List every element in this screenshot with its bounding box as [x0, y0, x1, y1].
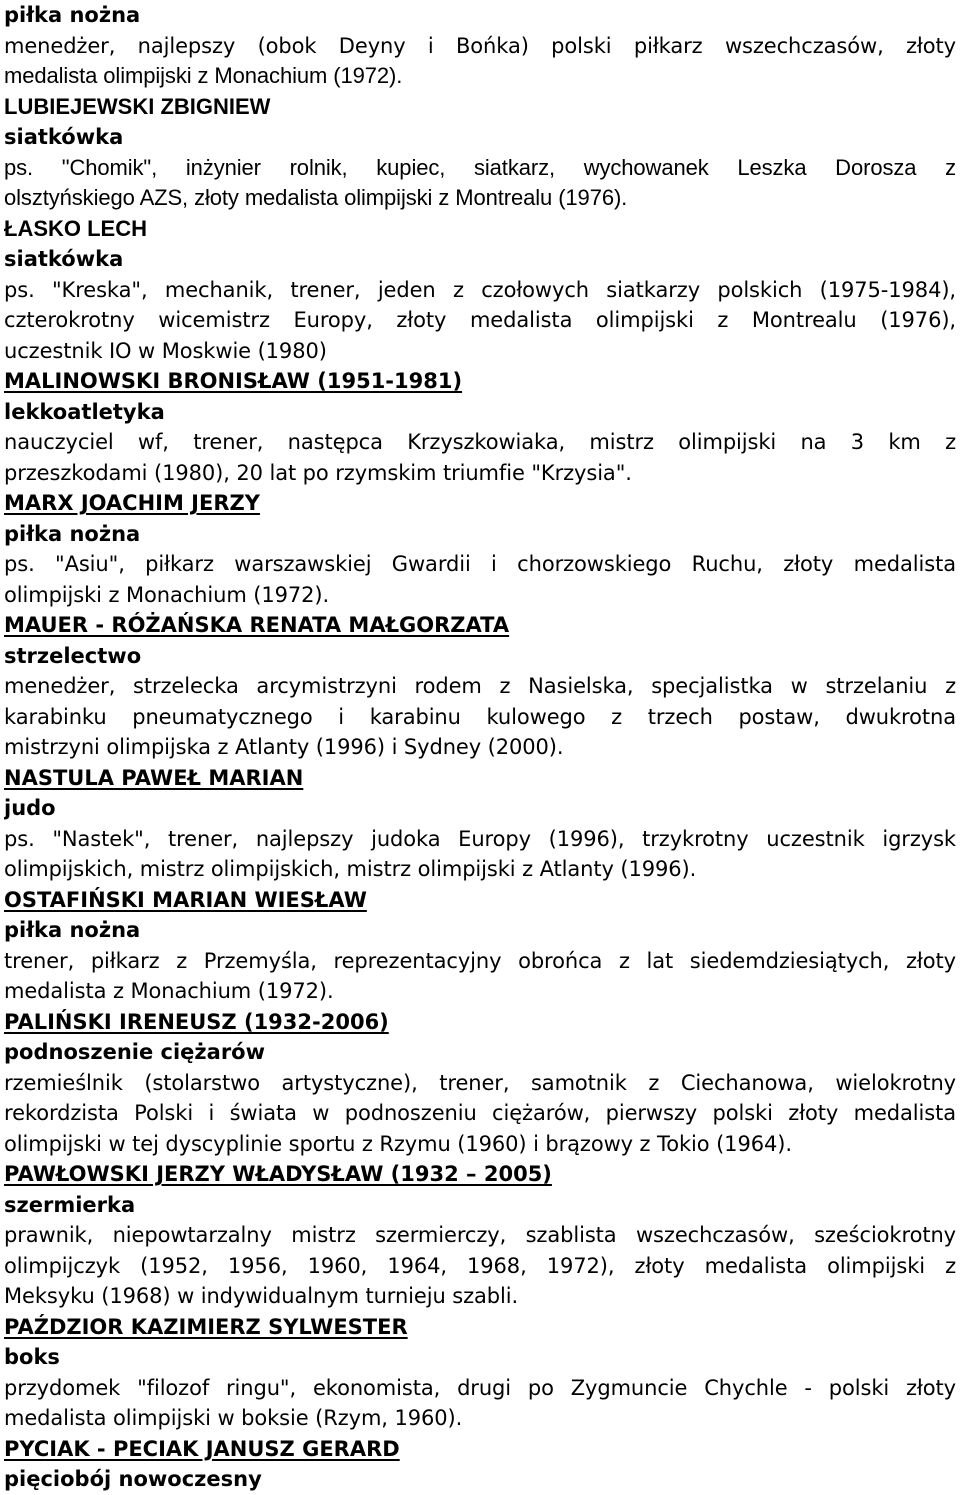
entry [4, 1434, 956, 1495]
entry-description-line: nauczyciel wf, trener, następca Krzyszkowiaka, mistrz olimpijski na 3 km z [4, 430, 956, 454]
entry-sport: podnoszenie ciężarów [4, 1040, 266, 1064]
entry-description-line: trener, piłkarz z Przemyśla, reprezentacyjny obrońca z lat siedemdziesiątych, złoty [4, 948, 956, 973]
entry-sport: judo [4, 796, 56, 820]
entry-sport: siatkówka [4, 125, 124, 149]
entry-description-line: ps. "Chomik", inżynier rolnik, kupiec, siatkarz, wychowanek Leszka Dorosza z [4, 154, 956, 180]
entry-description-line: medalista olimpijski w boksie (Rzym, 1960). [4, 1406, 463, 1430]
entry [4, 92, 956, 214]
entry [4, 610, 956, 763]
entry-description-line: czterokrotny wicemistrz Europy, złoty medalista olimpijski z Montrealu (1976), [4, 308, 956, 332]
entry [4, 488, 956, 610]
entry-description-line: olimpijczyk (1952, 1956, 1960, 1964, 1968, 1972), złoty medalista olimpijski z [4, 1253, 956, 1278]
entry-name: PAWŁOWSKI JERZY WŁADYSŁAW (1932 – 2005) [4, 1162, 552, 1186]
entry-sport: piłka nożna [4, 918, 141, 942]
entry-description-line: prawnik, niepowtarzalny mistrz szermierczy, szablista wszechczasów, sześciokrotny [4, 1223, 956, 1247]
entry [4, 1159, 956, 1312]
entry-description-line: olsztyńskiego AZS, złoty medalista olimpijski z Montrealu (1976). [4, 185, 628, 210]
entry-sport: siatkówka [4, 247, 124, 271]
entry-name: NASTULA PAWEŁ MARIAN [4, 765, 304, 790]
entry-description-line: olimpijski z Monachium (1972). [4, 582, 330, 607]
entry-description-line: menedżer, strzelecka arcymistrzyni rodem z Nasielska, specjalistka w strzelaniu z [4, 674, 956, 698]
entry [4, 763, 956, 885]
entry-sport: boks [4, 1345, 60, 1369]
entry-name: OSTAFIŃSKI MARIAN WIESŁAW [4, 887, 367, 912]
entry-description-line: uczestnik IO w Moskwie (1980) [4, 338, 327, 363]
entry-description-line: ps. "Nastek", trener, najlepszy judoka Europy (1996), trzykrotny uczestnik igrzysk [4, 826, 956, 851]
entry-description-line: karabinku pneumatycznego i karabinu kulowego z trzech postaw, dwukrotna [4, 704, 956, 729]
entry-sport: strzelectwo [4, 643, 142, 668]
entry-description-line: olimpijski w tej dyscyplinie sportu z Rzymu (1960) i brązowy z Tokio (1964). [4, 1131, 792, 1156]
entry-name: MARX JOACHIM JERZY [4, 491, 260, 515]
entry-sport: pięciobój nowoczesny [4, 1467, 262, 1491]
entry-description-line: rzemieślnik (stolarstwo artystyczne), trener, samotnik z Ciechanowa, wielokrotny [4, 1070, 956, 1095]
entry-description-line: mistrzyni olimpijska z Atlanty (1996) i Sydney (2000). [4, 735, 564, 759]
entry-description-line: rekordzista Polski i świata w podnoszeniu ciężarów, pierwszy polski złoty medalista [4, 1101, 956, 1125]
entry-sport: piłka nożna [4, 521, 141, 546]
entry [4, 214, 956, 367]
entry-description-line: medalista olimpijski z Monachium (1972). [4, 63, 403, 88]
entry-name: LUBIEJEWSKI ZBIGNIEW [4, 93, 271, 119]
entry-name: PAŹDZIOR KAZIMIERZ SYLWESTER [4, 1314, 408, 1339]
entry-description-line: medalista z Monachium (1972). [4, 979, 334, 1003]
entry-description-line: olimpijskich, mistrz olimpijskich, mistrz olimpijski z Atlanty (1996). [4, 857, 697, 881]
entry-name: MAUER - RÓŻAŃSKA RENATA MAŁGORZATA [4, 613, 510, 637]
entry [4, 0, 956, 92]
entry-name: PYCIAK - PECIAK JANUSZ GERARD [4, 1436, 400, 1461]
entry [4, 885, 956, 1007]
entry-name: ŁASKO LECH [4, 215, 147, 241]
entry-description-line: menedżer, najlepszy (obok Deyny i Bońka) polski piłkarz wszechczasów, złoty [4, 33, 956, 58]
entry [4, 1007, 956, 1160]
entry-sport: szermierka [4, 1192, 136, 1217]
entry-name: MALINOWSKI BRONISŁAW (1951-1981) [4, 369, 463, 393]
entry [4, 1312, 956, 1434]
entry [4, 366, 956, 488]
entry-name: PALIŃSKI IRENEUSZ (1932-2006) [4, 1009, 389, 1034]
entry-sport: lekkoatletyka [4, 399, 165, 424]
entry-description-line: przydomek "filozof ringu", ekonomista, drugi po Zygmuncie Chychle - polski złoty [4, 1375, 956, 1400]
entry-description-line: ps. "Kreska", mechanik, trener, jeden z czołowych siatkarzy polskich (1975-1984), [4, 277, 956, 302]
entry-description-line: Meksyku (1968) w indywidualnym turnieju szabli. [4, 1284, 519, 1308]
entry-description-line: przeszkodami (1980), 20 lat po rzymskim triumfie "Krzysia". [4, 460, 632, 485]
entry-description-line: ps. "Asiu", piłkarz warszawskiej Gwardii i chorzowskiego Ruchu, złoty medalista [4, 552, 956, 576]
entry-sport: piłka nożna [4, 3, 141, 27]
